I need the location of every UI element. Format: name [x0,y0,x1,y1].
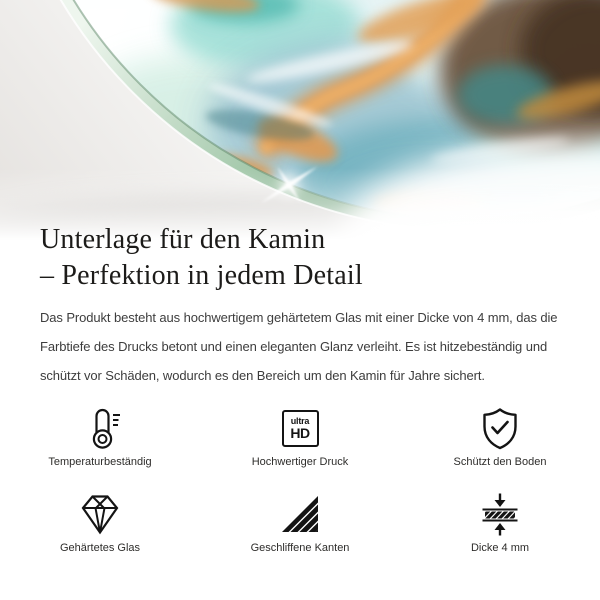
product-description [40,303,560,390]
feature-temperature [0,406,200,469]
page-title-line2: – Perfektion in jedem Detail [40,260,363,291]
page-title-line1: Unterlage für den Kamin [40,224,326,255]
ultra-hd-icon [282,406,319,450]
feature-floor-protection [400,406,600,469]
thickness-icon [478,492,522,536]
feature-label: Gehärtetes Glas [59,542,141,554]
feature-label: Schützt den Boden [453,456,547,468]
glass-panel-illustration [0,0,600,240]
ultra-hd-badge-bottom: HD [290,424,310,441]
feature-thickness [400,492,600,555]
description-line: schützt vor Schäden, wodurch es den Bereich um den Kamin für Jahre sichert. [40,368,485,383]
product-photo [0,0,600,240]
feature-label: Dicke 4 mm [470,542,530,554]
feature-label: Temperaturbeständig [48,456,152,468]
ultra-hd-badge-top: ultra [290,415,310,426]
feature-grid [0,406,600,555]
feature-label: Hochwertiger Druck [251,456,349,468]
feature-label: Geschliffene Kanten [250,542,350,554]
feature-tempered-glass [0,492,200,555]
thermometer-icon [78,406,122,450]
page-title [40,222,560,294]
shield-check-icon [478,406,522,450]
polished-edges-icon [278,492,322,536]
feature-polished-edges [200,492,400,555]
diamond-icon [78,492,122,536]
feature-print-quality [200,406,400,469]
description-line: Farbtiefe des Drucks betont und einen eleganten Glanz verleiht. Es ist hitzebeständig und [40,339,548,354]
description-line: Das Produkt besteht aus hochwertigem gehärtetem Glas mit einer Dicke von 4 mm, das die [40,310,558,325]
